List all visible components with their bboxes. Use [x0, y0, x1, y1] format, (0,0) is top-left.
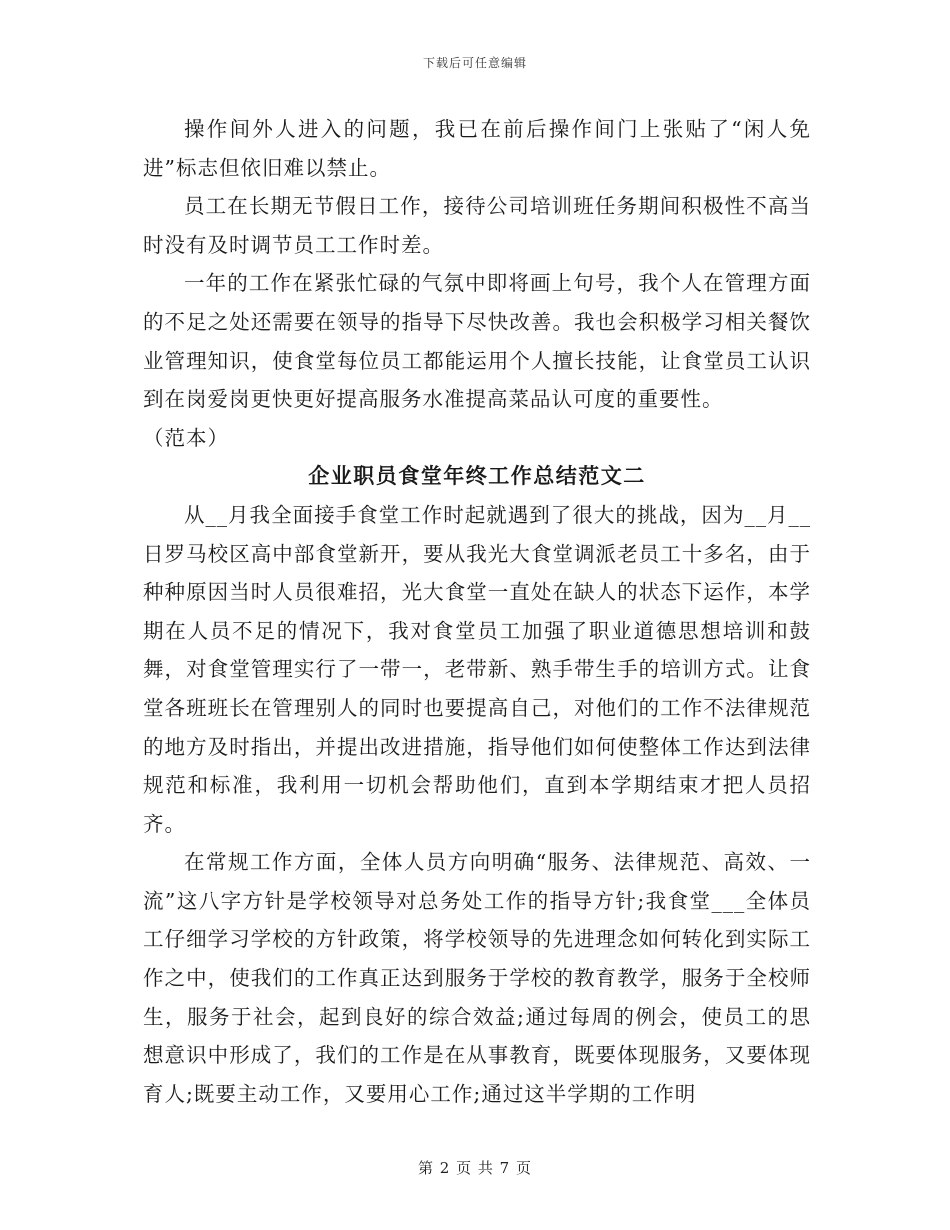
paragraph: 从__月我全面接手食堂工作时起就遇到了很大的挑战，因为__月__日罗马校区高中部食堂新开，要从我光大食堂调派老员工十多名，由于种种原因当时人员很难招，光大食堂一直处在缺人的状态下运作，本学期在人员不足的情况下，我对食堂员工加强了职业道德思想培训和鼓舞，对食堂管理实行了一带一，老带新、熟手带生手的培训方式。让食堂各班班长在管理别人的同时也要提高自己，对他们的工作不法律规范的地方及时指出，并提出改进措施，指导他们如何使整体工作达到法律规范和标准，我利用一切机会帮助他们，直到本学期结束才把人员招齐。	[143, 502, 811, 836]
page-header: 下载后可任意编辑	[422, 56, 527, 70]
paragraph-note: （范本）	[143, 425, 229, 450]
paragraph: 员工在长期无节假日工作，接待公司培训班任务期间积极性不高当时没有及时调节员工工作时差。	[143, 194, 811, 257]
paragraph: 一年的工作在紧张忙碌的气氛中即将画上句号，我个人在管理方面的不足之处还需要在领导的指导下尽快改善。我也会积极学习相关餐饮业管理知识，使食堂每位员工都能运用个人擅长技能，让食堂员工认识到在岗爱岗更快更好提高服务水准提高菜品认可度的重要性。	[143, 271, 811, 412]
paragraph: 操作间外人进入的问题，我已在前后操作间门上张贴了“闲人免进”标志但依旧难以禁止。	[143, 117, 811, 180]
document-body	[143, 110, 811, 1113]
section-title: 企业职员食堂年终工作总结范文二	[308, 464, 646, 489]
paragraph: 在常规工作方面，全体人员方向明确“服务、法律规范、高效、一流”这八字方针是学校领导对总务处工作的指导方针;我食堂___全体员工仔细学习学校的方针政策，将学校领导的先进理念如何转化到实际工作之中，使我们的工作真正达到服务于学校的教育教学，服务于全校师生，服务于社会，起到良好的综合效益;通过每周的例会，使员工的思想意识中形成了，我们的工作是在从事教育，既要体现服务，又要体现育人;既要主动工作，又要用心工作;通过这半学期的工作明	[143, 850, 811, 1106]
page-footer: 第 2 页 共 7 页	[418, 1159, 532, 1177]
